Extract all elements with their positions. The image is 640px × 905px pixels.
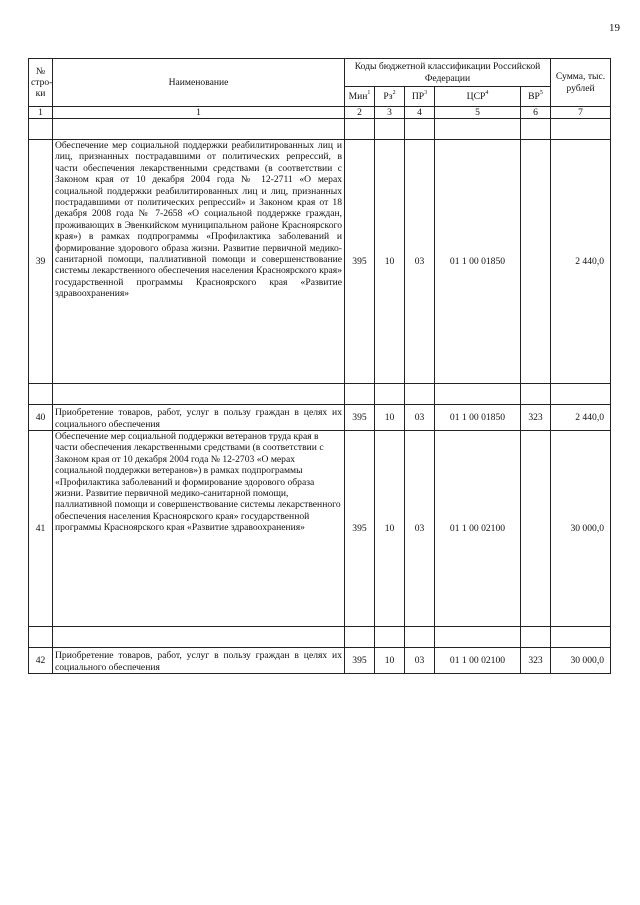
- cell-sum: 30 000,0: [551, 431, 611, 627]
- row-name: Обеспечение мер социальной поддержки ветеранов труда края в части обеспечения лекарственными средствами (в соответствии с Законом края от 10 декабря 2004 года № 12-2703 «О мерах социальной поддержки ветеранов») в рамках подпрограммы «Профилактика заболеваний и формирование здорового образа жизни. Развитие первичной медико-санитарной помощи, паллиативной помощи и совершенствование системы лекарственного обеспечения населения Красноярского края» государственной программы Красноярского края «Развитие здравоохранения»: [53, 431, 345, 627]
- row-number: 42: [29, 648, 53, 674]
- header-vr: $ВР^5$: [521, 87, 551, 107]
- cell-csr: 01 1 00 02100: [435, 648, 521, 674]
- header-pr: $ПР^3$: [405, 87, 435, 107]
- header-rz: $Рз^2$: [375, 87, 405, 107]
- header-csr: ЦСР$^4$: [435, 87, 521, 107]
- column-number: 4: [405, 107, 435, 119]
- row-number: 40: [29, 405, 53, 431]
- header-row-number: № стро-ки: [29, 59, 53, 107]
- table-row: [29, 405, 611, 431]
- cell-pr: 03: [405, 140, 435, 384]
- cell-rz: 10: [375, 648, 405, 674]
- cell-sum: 2 440,0: [551, 405, 611, 431]
- cell-sum: 2 440,0: [551, 140, 611, 384]
- cell-csr: 01 1 00 01850: [435, 140, 521, 384]
- row-number: 41: [29, 431, 53, 627]
- row-name: Приобретение товаров, работ, услуг в пользу граждан в целях их социального обеспечения: [53, 405, 345, 431]
- table-row: [29, 431, 611, 627]
- column-number: 1: [53, 107, 345, 119]
- column-numbers-row: [29, 107, 611, 119]
- budget-table: [28, 58, 611, 674]
- column-number: 6: [521, 107, 551, 119]
- column-number: 2: [345, 107, 375, 119]
- column-number: 5: [435, 107, 521, 119]
- header-name: Наименование: [53, 59, 345, 107]
- row-number: 39: [29, 140, 53, 384]
- column-number: 7: [551, 107, 611, 119]
- cell-pr: 03: [405, 648, 435, 674]
- cell-pr: 03: [405, 431, 435, 627]
- header-min: Мин$^1$: [345, 87, 375, 107]
- cell-csr: 01 1 00 02100: [435, 431, 521, 627]
- column-number: 1: [29, 107, 53, 119]
- cell-rz: 10: [375, 140, 405, 384]
- cell-rz: 10: [375, 405, 405, 431]
- cell-vr: [521, 140, 551, 384]
- row-name: Обеспечение мер социальной поддержки реабилитированных лиц и лиц, признанных пострадавшими от политических репрессий, в части обеспечения лекарственными средствами (в соответствии с Законом края от 10 декабря 2004 года № 12-2711 «О мерах социальной поддержки реабилитированных лиц и лиц, признанных пострадавшими от политических репрессий» и Законом края от 18 декабря 2008 года № 7-2658 «О социальной поддержке граждан, проживающих в Эвенкийском муниципальном районе Красноярского края») в рамках подпрограммы «Профилактика заболеваний и формирование здорового образа жизни. Развитие первичной медико-санитарной помощи, паллиативной помощи и совершенствование системы лекарственного обеспечения населения Красноярского края» государственной программы Красноярского края «Развитие здравоохранения»: [53, 140, 345, 384]
- cell-vr: [521, 431, 551, 627]
- cell-min: 395: [345, 648, 375, 674]
- column-number: 3: [375, 107, 405, 119]
- table-row: [29, 648, 611, 674]
- cell-vr: 323: [521, 648, 551, 674]
- cell-min: 395: [345, 405, 375, 431]
- page-number: 19: [609, 22, 620, 34]
- row-name: Приобретение товаров, работ, услуг в пользу граждан в целях их социального обеспечения: [53, 648, 345, 674]
- header-codes-group: Коды бюджетной классификации Российской Федерации: [345, 59, 551, 87]
- cell-min: 395: [345, 140, 375, 384]
- cell-csr: 01 1 00 01850: [435, 405, 521, 431]
- cell-vr: 323: [521, 405, 551, 431]
- table-row: [29, 140, 611, 384]
- cell-sum: 30 000,0: [551, 648, 611, 674]
- cell-rz: 10: [375, 431, 405, 627]
- cell-pr: 03: [405, 405, 435, 431]
- header-sum: Сумма, тыс. рублей: [551, 59, 611, 107]
- cell-min: 395: [345, 431, 375, 627]
